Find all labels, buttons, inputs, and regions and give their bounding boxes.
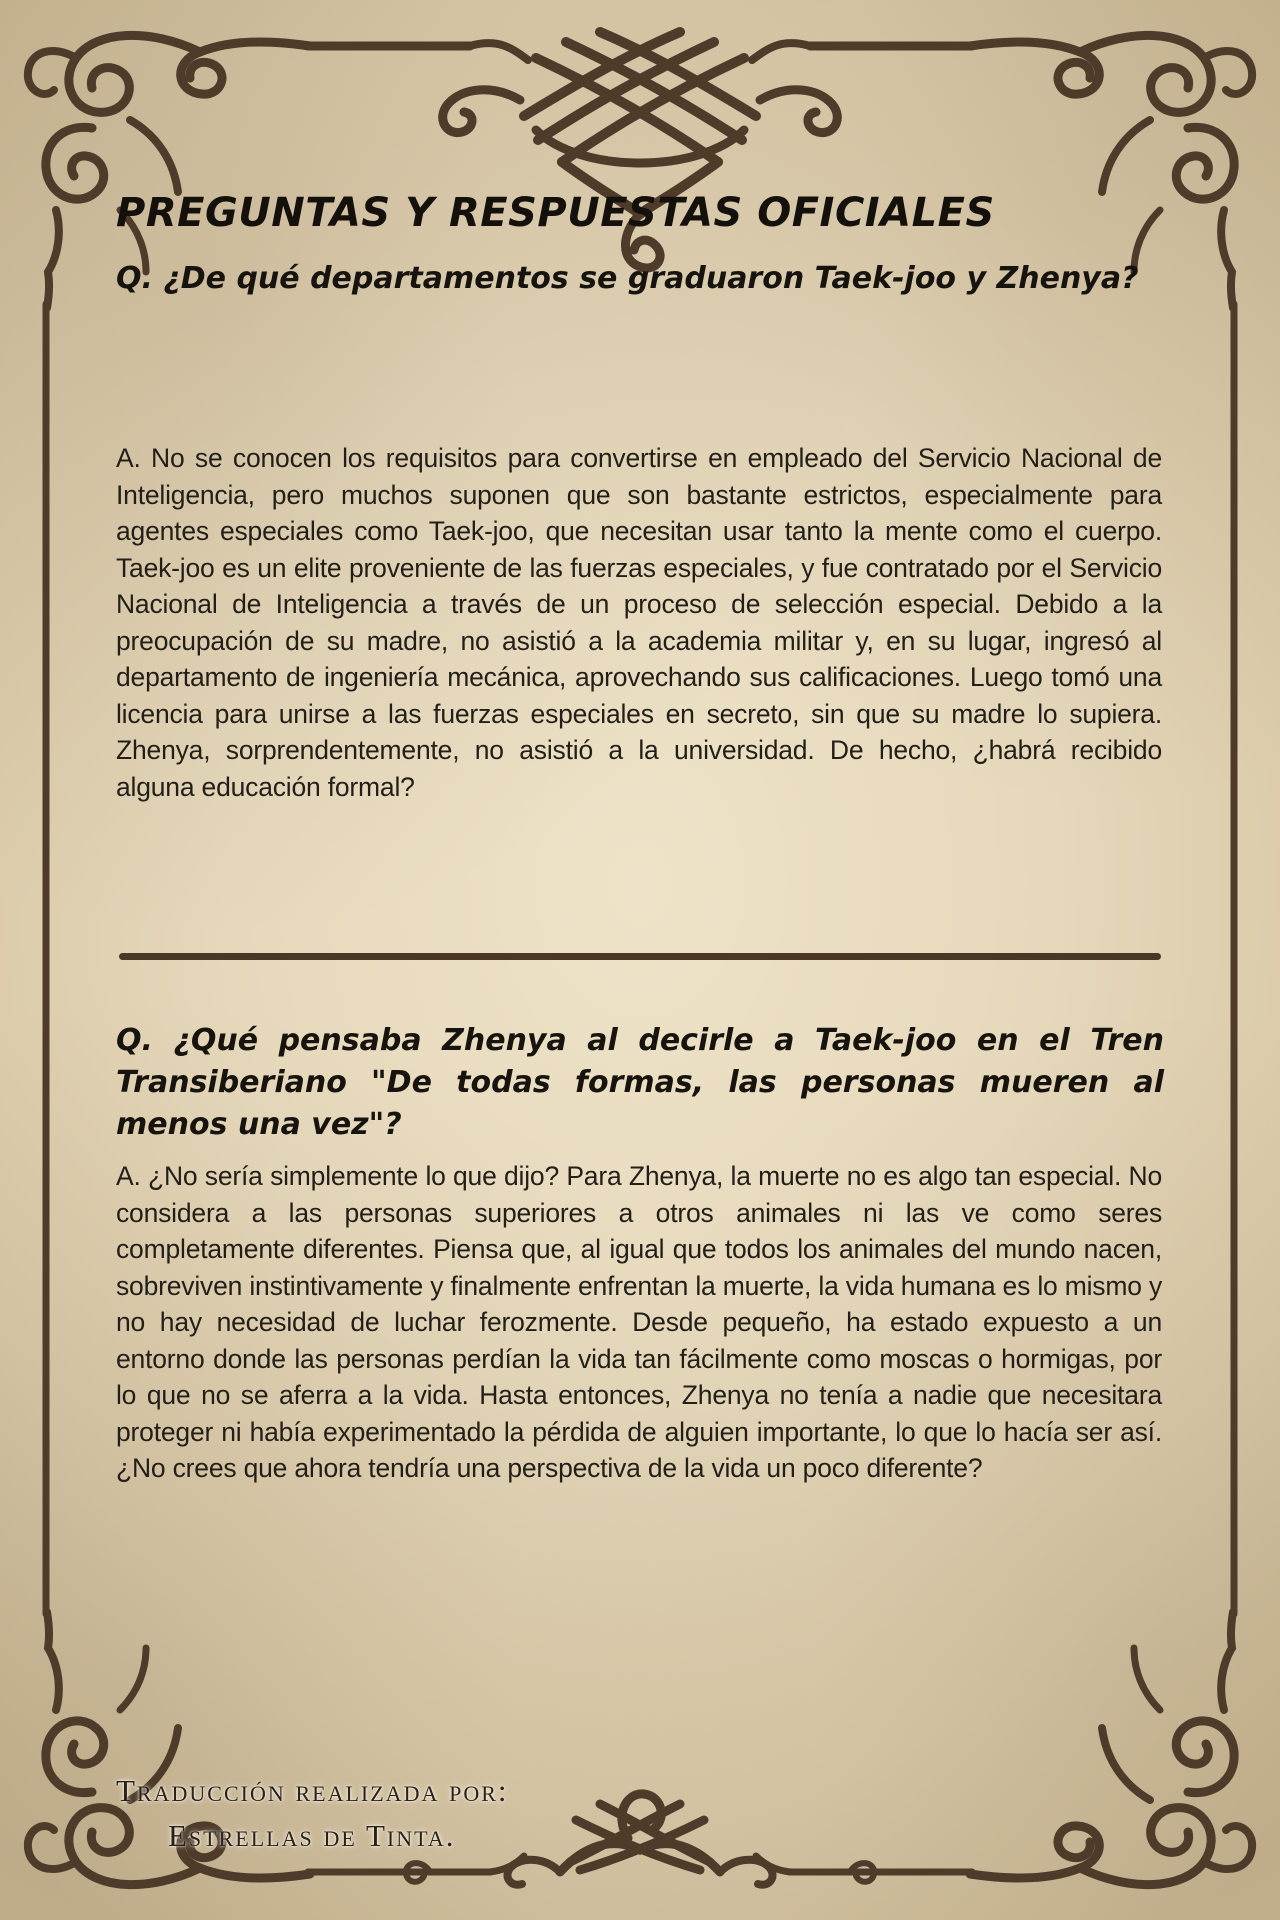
page-title: PREGUNTAS Y RESPUESTAS OFICIALES xyxy=(116,189,995,236)
section-divider xyxy=(119,953,1161,960)
credits-line-1: Traducción realizada por: xyxy=(116,1773,509,1808)
bottom-knot-ornament xyxy=(507,1794,772,1885)
answer-2: A. ¿No sería simplemente lo que dijo? Para Zhenya, la muerte no es algo tan especial. No considera a las personas superiores a otros animales ni las ve como seres completamente diferentes. Piensa que, al igual que todos los animales del mundo nacen, sobreviven instintivamente y finalmente enfrentan la muerte, la vida humana es lo mismo y no hay necesidad de luchar ferozmente. Desde pequeño, ha estado expuesto a un entorno donde las personas perdían la vida tan fácilmente como moscas o hormigas, por lo que no se aferra a la vida. Hasta entonces, Zhenya no tenía a nadie que necesitara proteger ni había experimentado la pérdida de alguien importante, lo que lo hacía ser así. ¿No crees que ahora tendría una perspectiva de la vida un poco diferente? xyxy=(116,1161,1162,1483)
corner-bottom-right xyxy=(970,1612,1252,1885)
question-2: Q. ¿Qué pensaba Zhenya al decirle a Taek-joo en el Tren Transiberiano "De todas formas, las personas mueren al menos una vez"? xyxy=(116,1023,1164,1142)
answer-1: A. No se conocen los requisitos para convertirse en empleado del Servicio Nacional de Inteligencia, pero muchos suponen que son bastante estrictos, especialmente para agentes especiales como Taek-joo, que necesitan usar tanto la mente como el cuerpo. Taek-joo es un elite proveniente de las fuerzas especiales, y fue contratado por el Servicio Nacional de Inteligencia a través de un proceso de selección especial. Debido a la preocupación de su madre, no asistió a la academia militar y, en su lugar, ingresó al departamento de ingeniería mecánica, aprovechando sus calificaciones. Luego tomó una licencia para unirse a las fuerzas especiales en secreto, sin que su madre lo supiera. Zhenya, sorprendentemente, no asistió a la universidad. De hecho, ¿habrá recibido alguna educación formal? xyxy=(116,443,1162,802)
question-1: Q. ¿De qué departamentos se graduaron Taek-joo y Zhenya? xyxy=(116,261,1139,296)
translation-credits xyxy=(116,1768,509,1858)
credits-line-2: Estrellas de Tinta. xyxy=(168,1818,456,1853)
border-lines xyxy=(46,43,1234,1882)
